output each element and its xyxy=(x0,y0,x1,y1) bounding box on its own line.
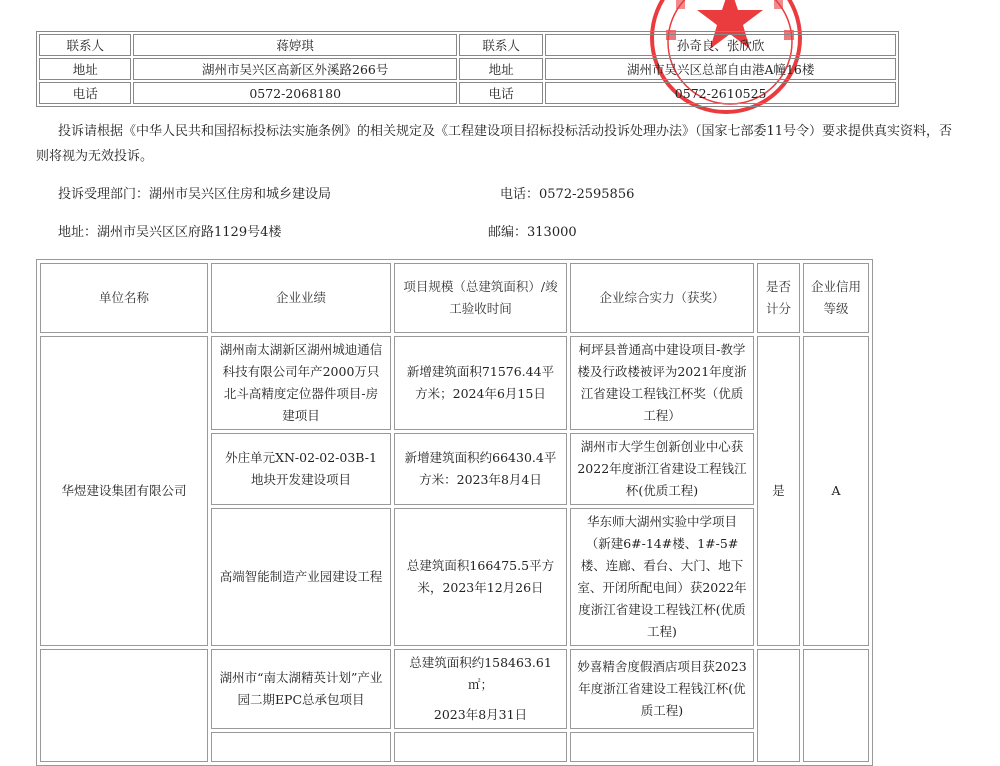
address-label: 地址 xyxy=(459,58,543,80)
project-award: 柯坪县普通高中建设项目-教学楼及行政楼被评为2021年度浙江省建设工程钱江杯奖（优质工程） xyxy=(570,336,754,430)
contact-label: 联系人 xyxy=(39,34,131,56)
project-performance: 外庄单元XN-02-02-03B-1 地块开发建设项目 xyxy=(211,433,391,505)
table-row xyxy=(39,82,896,104)
table-row xyxy=(40,336,869,430)
project-scale: 新增建筑面积约66430.4平方米：2023年8月4日 xyxy=(394,433,567,505)
phone-label: 电话 xyxy=(39,82,131,104)
project-scale xyxy=(394,732,567,762)
complaint-phone: 电话：0572-2595856 xyxy=(500,187,635,202)
notice-line-1: 投诉请根据《中华人民共和国招标投标法实施条例》的相关规定及《工程建设项目招标投标活动投诉处理办法》（国家七部委11号令）要求提供真实资料，否 xyxy=(58,124,953,139)
project-performance: 湖州市“南太湖精英计划”产业园二期EPC总承包项目 xyxy=(211,649,391,729)
project-scale-area: 总建筑面积约158463.61㎡； xyxy=(409,655,552,692)
project-performance: 高端智能制造产业园建设工程 xyxy=(211,508,391,646)
project-scale: 总建筑面积166475.5平方米，2023年12月26日 xyxy=(394,508,567,646)
project-performance: 湖州南太湖新区湖州城迪通信科技有限公司年产2000万只北斗高精度定位器件项目-房建项目 xyxy=(211,336,391,430)
address-label: 地址 xyxy=(39,58,131,80)
complaint-postcode: 邮编：313000 xyxy=(488,225,577,240)
notice-line-2: 则将视为无效投诉。 xyxy=(36,149,154,164)
table-row xyxy=(40,649,869,729)
phone-value: 0572-2068180 xyxy=(133,82,457,104)
project-scale: 新增建筑面积71576.44平方米；2024年6月15日 xyxy=(394,336,567,430)
complaint-dept: 投诉受理部门：湖州市吴兴区住房和城乡建设局 xyxy=(58,187,332,202)
project-performance xyxy=(211,732,391,762)
project-award: 华东师大湖州实验中学项目（新建6#-14#楼、1#-5#楼、连廊、看台、大门、地下室、开闭所配电间）获2022年度浙江省建设工程钱江杯(优质工程) xyxy=(570,508,754,646)
project-award: 妙喜精舍度假酒店项目获2023年度浙江省建设工程钱江杯(优质工程) xyxy=(570,649,754,729)
header-performance: 企业业绩 xyxy=(211,263,391,333)
header-scored: 是否计分 xyxy=(757,263,800,333)
contact-value: 孙奇良、张欣欣 xyxy=(545,34,896,56)
credit-value: A xyxy=(803,336,869,646)
contact-table xyxy=(36,31,899,107)
header-strength: 企业综合实力（获奖） xyxy=(570,263,754,333)
project-award xyxy=(570,732,754,762)
address-value: 湖州市吴兴区高新区外溪路266号 xyxy=(133,58,457,80)
header-unit: 单位名称 xyxy=(40,263,208,333)
contact-value: 蒋婷琪 xyxy=(133,34,457,56)
header-scale: 项目规模（总建筑面积）/竣工验收时间 xyxy=(394,263,567,333)
company-name: 华煜建设集团有限公司 xyxy=(40,336,208,646)
phone-label: 电话 xyxy=(459,82,543,104)
address-value: 湖州市吴兴区总部自由港A幢16楼 xyxy=(545,58,896,80)
table-row xyxy=(39,34,896,56)
header-credit: 企业信用等级 xyxy=(803,263,869,333)
complaint-address: 地址：湖州市吴兴区区府路1129号4楼 xyxy=(58,225,282,240)
table-header-row xyxy=(40,263,869,333)
project-scale-date: 2023年8月31日 xyxy=(433,707,528,722)
scored-value: 是 xyxy=(757,336,800,646)
contact-label: 联系人 xyxy=(459,34,543,56)
project-award: 湖州市大学生创新创业中心获2022年度浙江省建设工程钱江杯(优质工程) xyxy=(570,433,754,505)
bidder-table xyxy=(36,259,873,766)
project-scale xyxy=(394,649,567,729)
table-row xyxy=(39,58,896,80)
phone-value: 0572-2610525 xyxy=(545,82,896,104)
